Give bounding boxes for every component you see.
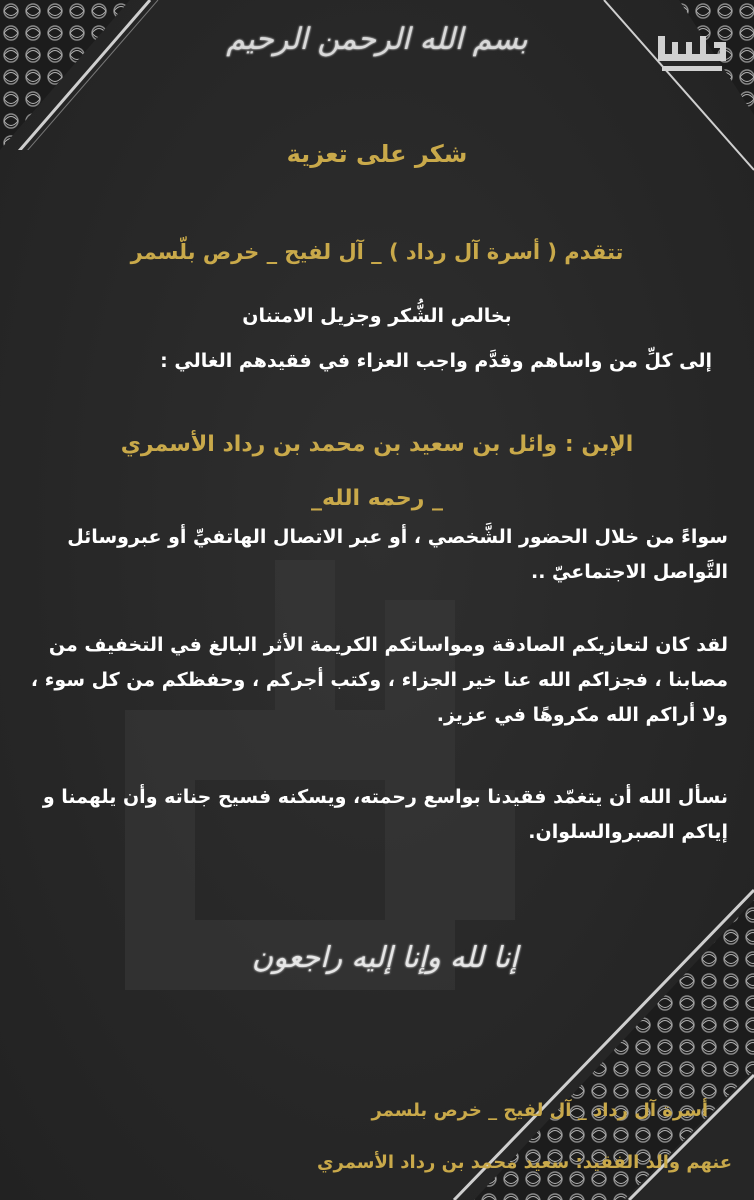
thanks-line: بخالص الشُّكر وجزيل الامتنان [242,305,512,327]
deceased-name: الإبن : وائل بن سعيد بن محمد بن رداد الأسمري [120,432,634,457]
inna-lillah-calligraphy: إنا لله وإنا إليه راجعون [251,940,519,974]
paragraph-gratitude: لقد كان لتعازيكم الصادقة ومواساتكم الكريمة الأثر البالغ في التخفيف من مصابنا ، فجزاكم الله عنا خير الجزاء ، وكتب أجركم ، وحفظكم من كل سوء ، ولا أراكم الله مكروهًا في عزيز. [30,634,728,726]
deceased-prayer: _ رحمه الله_ [310,486,444,511]
footer-family-name: أسرة آل رداد _ آل لفيح _ خرص بلسمر [371,1100,708,1121]
card-title: شكر على تعزية [286,140,468,168]
family-intro: تتقدم ( أسرة آل رداد ) _ آل لفيح _ خرص بلّسمر [130,240,624,264]
addressee-line: إلى كلِّ من واساهم وقدَّم واجب العزاء في فقيدهم الغالي : [160,350,712,372]
deceased-name-block [20,418,734,526]
paragraph-attendance: سواءً من خلال الحضور الشَّخصي ، أو عبر الاتصال الهاتفيِّ أو عبروسائل التَّواصل الاجتماعيّ .. [67,526,728,583]
basmala-calligraphy: بسم الله الرحمن الرحيم [226,22,528,57]
paragraph-prayer: نسأل الله أن يتغمّد فقيدنا بواسع رحمته، ويسكنه فسيح جناته وأن يلهمنا و إياكم الصبروالسلوان. [42,786,728,843]
footer-signatory: عنهم والد الفقيد: سعيد محمد بن رداد الأسمري [317,1152,732,1173]
